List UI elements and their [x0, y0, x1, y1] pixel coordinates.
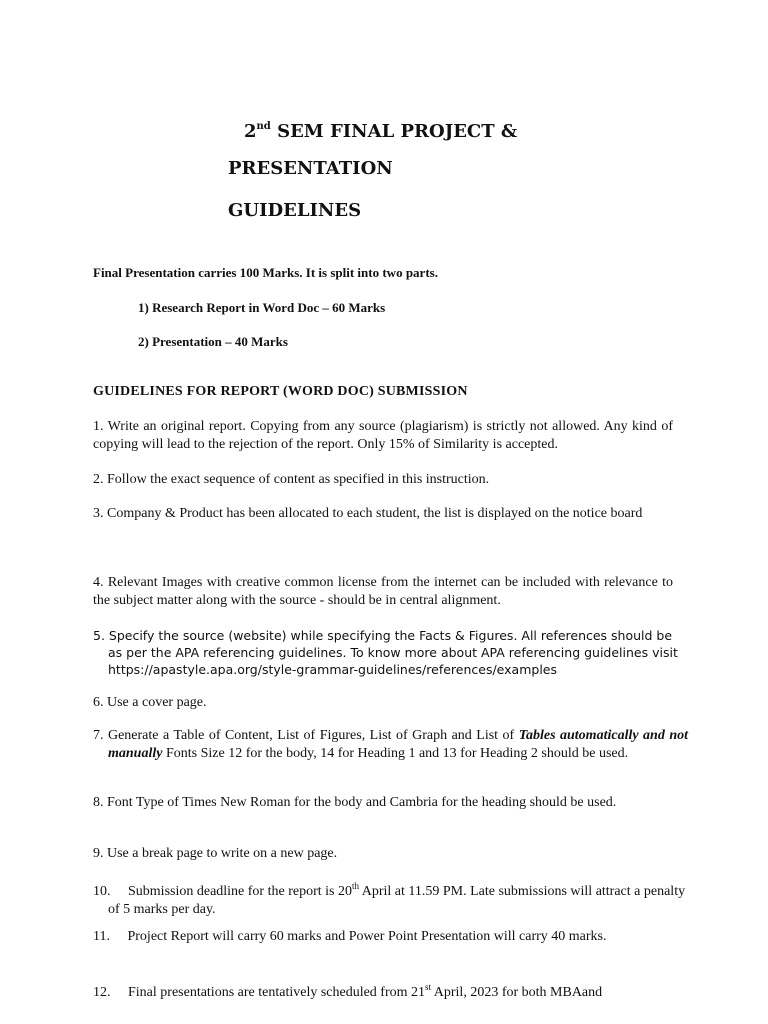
title-superscript: nd [256, 121, 271, 132]
guideline-7-text-b: Fonts Size 12 for the body, 14 for Heading 1 and 13 for Heading 2 should be used. [162, 746, 629, 761]
guideline-7-text-a: 7. Generate a Table of Content, List of Figures, List of Graph and List of [93, 728, 519, 743]
title-line-1-text: SEM FINAL PROJECT & [270, 121, 518, 142]
title-line-2: PRESENTATION [228, 158, 393, 179]
guideline-10 [93, 877, 688, 919]
intro-text: Final Presentation carries 100 Marks. It is split into two parts. [93, 265, 438, 280]
guideline-10-text-a: 10. Submission deadline for the report is 20 [93, 884, 352, 899]
guideline-10-superscript: th [351, 881, 359, 891]
guideline-12 [93, 978, 673, 1002]
guideline-3: 3. Company & Product has been allocated to each student, the list is displayed on the notice board [93, 506, 643, 521]
guideline-12-text-a: 12. Final presentations are tentatively scheduled from 21 [93, 985, 426, 1000]
guideline-4: 4. Relevant Images with creative common license from the internet can be included with relevance to the subject matter along with the source - should be in central alignment. [93, 575, 673, 608]
title-number: 2 [244, 121, 257, 142]
guideline-7 [93, 727, 688, 763]
guideline-12-superscript: st [425, 982, 432, 992]
guideline-7-emphasis: Tables automatically and not manually [108, 728, 688, 761]
guideline-12-text-b: April, 2023 for both MBAand [431, 985, 603, 1000]
guideline-10-text-b: April at 11.59 PM. Late submissions will attract a penalty of 5 marks per day. [108, 884, 686, 917]
guideline-6: 6. Use a cover page. [93, 695, 207, 710]
title-line-1 [244, 112, 517, 154]
guideline-5: 5. Specify the source (website) while specifying the Facts & Figures. All references should be as per the APA referencing guidelines. To know more about APA referencing guidelines visit https://apastyle.apa.org/style-grammar-guidelines/references/examples [93, 628, 678, 677]
document-title [228, 112, 517, 238]
guideline-8: 8. Font Type of Times New Roman for the body and Cambria for the heading should be used. [93, 795, 617, 810]
section-heading: GUIDELINES FOR REPORT (WORD DOC) SUBMISSION [93, 384, 468, 399]
guideline-9: 9. Use a break page to write on a new page. [93, 846, 338, 861]
guideline-11: 11. Project Report will carry 60 marks and Power Point Presentation will carry 40 marks. [93, 929, 607, 944]
part-2: 2) Presentation – 40 Marks [138, 334, 288, 349]
guideline-1: 1. Write an original report. Copying from any source (plagiarism) is strictly not allowed. Any kind of copying will lead to the rejection of the report. Only 15% of Similarity is accepted. [93, 419, 673, 452]
guideline-2: 2. Follow the exact sequence of content as specified in this instruction. [93, 472, 490, 487]
title-line-3: GUIDELINES [228, 200, 362, 221]
part-1: 1) Research Report in Word Doc – 60 Marks [138, 300, 386, 315]
